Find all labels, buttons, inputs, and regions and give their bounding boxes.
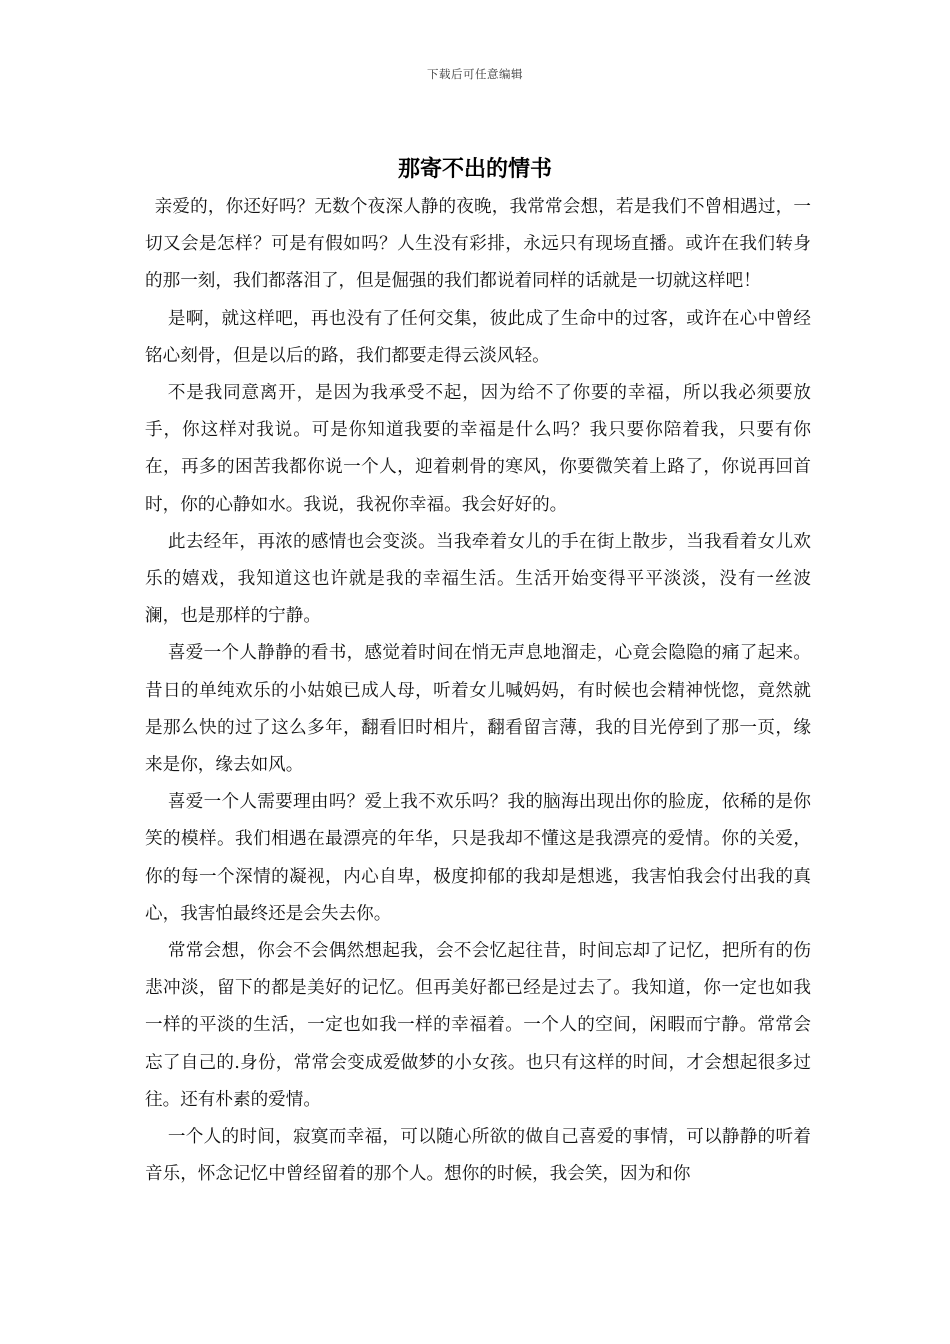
paragraph-7: 常常会想，你会不会偶然想起我，会不会忆起往昔，时间忘却了记忆，把所有的伤悲冲淡，留下的都是美好的记忆。但再美好都已经是过去了。我知道，你一定也如我一样的平淡的生活，一定也如我一样的幸福着。一个人的空间，闲暇而宁静。常常会忘了自己的.身份，常常会变成爱做梦的小女孩。也只有这样的时间，才会想起很多过往。还有朴素的爱情。	[145, 941, 811, 1110]
letter-body	[145, 189, 811, 1193]
paragraph-1: 亲爱的，你还好吗？无数个夜深人静的夜晚，我常常会想，若是我们不曾相遇过，一切又会是怎样？可是有假如吗？人生没有彩排，永远只有现场直播。或许在我们转身的那一刻，我们都落泪了，但是倔强的我们都说着同样的话就是一切就这样吧！	[145, 197, 811, 292]
paragraph-2: 是啊，就这样吧，再也没有了任何交集，彼此成了生命中的过客，或许在心中曾经铭心刻骨，但是以后的路，我们都要走得云淡风轻。	[145, 308, 811, 366]
paragraph-8: 一个人的时间，寂寞而幸福，可以随心所欲的做自己喜爱的事情，可以静静的听着音乐，怀念记忆中曾经留着的那个人。想你的时候，我会笑，因为和你	[145, 1127, 811, 1185]
header-note: 下载后可任意编辑	[427, 67, 523, 81]
paragraph-3: 不是我同意离开，是因为我承受不起，因为给不了你要的幸福，所以我必须要放手，你这样对我说。可是你知道我要的幸福是什么吗？我只要你陪着我，只要有你在，再多的困苦我都你说一个人，迎着刺骨的寒风，你要微笑着上路了，你说再回首时，你的心静如水。我说，我祝你幸福。我会好好的。	[145, 383, 811, 515]
paragraph-5: 喜爱一个人静静的看书，感觉着时间在悄无声息地溜走，心竟会隐隐的痛了起来。昔日的单纯欢乐的小姑娘已成人母，听着女儿喊妈妈，有时候也会精神恍惚，竟然就是那么快的过了这么多年，翻看旧时相片，翻看留言薄，我的目光停到了那一页，缘来是你，缘去如风。	[145, 643, 811, 776]
paragraph-6: 喜爱一个人需要理由吗？爱上我不欢乐吗？我的脑海出现出你的脸庞，依稀的是你笑的模样。我们相遇在最漂亮的年华，只是我却不懂这是我漂亮的爱情。你的关爱，你的每一个深情的凝视，内心自卑，极度抑郁的我却是想逃，我害怕我会付出我的真心，我害怕最终还是会失去你。	[145, 792, 811, 924]
page-title: 那寄不出的情书	[397, 156, 552, 182]
paragraph-4: 此去经年，再浓的感情也会变淡。当我牵着女儿的手在街上散步，当我看着女儿欢乐的嬉戏，我知道这也许就是我的幸福生活。生活开始变得平平淡淡，没有一丝波澜，也是那样的宁静。	[145, 531, 811, 627]
